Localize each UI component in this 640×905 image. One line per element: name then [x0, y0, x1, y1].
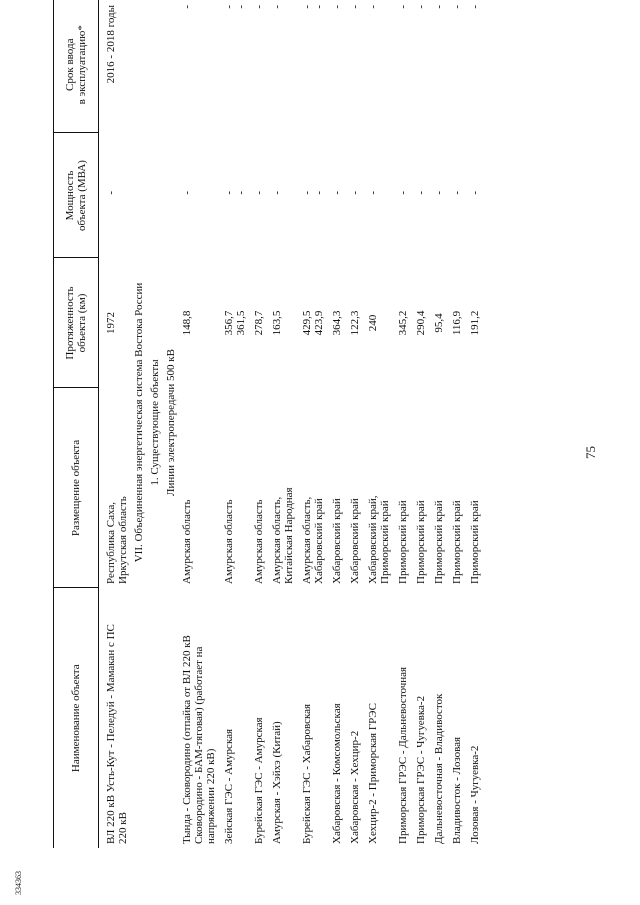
table-body: [99, 0, 484, 848]
cell-object-name: [465, 588, 483, 848]
cell-object-power: [249, 133, 267, 258]
cell-object-location: [429, 388, 447, 588]
cell-text-line: -: [253, 5, 265, 9]
cell-text-line: -: [451, 5, 463, 9]
cell-object-location: [99, 388, 132, 588]
cell-object-name: [429, 588, 447, 848]
cell-text-line: 423,9: [313, 310, 325, 336]
cell-text-line: -: [415, 5, 427, 9]
cell-commissioning-date: [429, 0, 447, 133]
cell-object-power: [429, 133, 447, 258]
cell-object-length: [327, 258, 345, 388]
cell-object-length: [465, 258, 483, 388]
cell-text-line: -: [313, 5, 325, 9]
subsection-title: 1. Существующие объекты: [149, 359, 161, 486]
cell-text-line: -: [235, 5, 247, 9]
cell-object-name: [411, 588, 429, 848]
header-commissioning-date: [54, 0, 99, 133]
cell-text-line: -: [223, 191, 235, 195]
cell-object-length: [393, 258, 411, 388]
cell-text-line: Хабаровский край: [313, 498, 325, 584]
cell-object-name: [219, 588, 249, 848]
cell-text-line: Республика Саха,: [105, 502, 117, 584]
table-row: [99, 0, 132, 848]
cell-commissioning-date: [327, 0, 345, 133]
cell-commissioning-date: [267, 0, 297, 133]
cell-text-line: Дальневосточная - Владивосток: [433, 693, 445, 844]
cell-text-line: -: [397, 5, 409, 9]
cell-object-length: [99, 258, 132, 388]
cell-text-line: -: [301, 191, 313, 195]
cell-object-name: [393, 588, 411, 848]
power-lines-table: [53, 0, 483, 848]
cell-object-location: [327, 388, 345, 588]
cell-text-line: 364,3: [331, 310, 343, 336]
cell-text-line: Хабаровский край: [349, 498, 361, 584]
cell-text-line: Приморская ГРЭС - Дальневосточная: [397, 666, 409, 844]
header-text-line: объекта (МВА): [76, 160, 88, 231]
cell-object-location: [363, 388, 393, 588]
cell-text-line: Хабаровская - Комсомольская: [331, 703, 343, 844]
cell-text-line: Приморский край: [415, 500, 427, 584]
cell-text-line: ВЛ 220 кВ Усть-Кут - Пеледуй - Мамакан с ПС: [105, 624, 117, 844]
cell-object-length: [179, 258, 219, 388]
table-row: [393, 0, 411, 848]
cell-text-line: -: [367, 191, 379, 195]
cell-object-name: [363, 588, 393, 848]
cell-commissioning-date: [447, 0, 465, 133]
cell-text-line: 148,8: [181, 310, 193, 336]
cell-object-name: [249, 588, 267, 848]
cell-text-line: 356,7: [223, 310, 235, 336]
cell-text-line: 95,4: [433, 313, 445, 333]
subsubsection-title: Линии электропередачи 500 кВ: [165, 349, 177, 496]
page-number: 75: [583, 446, 598, 459]
cell-object-length: [345, 258, 363, 388]
cell-text-line: -: [451, 191, 463, 195]
cell-object-length: [429, 258, 447, 388]
table-header-row: [54, 0, 99, 848]
subsubsection-title-row: [163, 0, 179, 848]
cell-text-line: 220 кВ: [117, 812, 129, 844]
cell-text-line: 122,3: [349, 310, 361, 336]
header-object-name: [54, 588, 99, 848]
cell-text-line: -: [271, 5, 283, 9]
cell-object-name: [345, 588, 363, 848]
cell-text-line: -: [469, 191, 481, 195]
header-object-location: [54, 388, 99, 588]
section-title: VII. Объединенная энергетическая система Востока России: [133, 282, 145, 563]
cell-object-length: [297, 258, 327, 388]
cell-text-line: 345,2: [397, 310, 409, 336]
section-title-row: [131, 0, 147, 848]
cell-object-power: [99, 133, 132, 258]
cell-object-location: [219, 388, 249, 588]
table-row: [411, 0, 429, 848]
cell-object-location: [345, 388, 363, 588]
cell-commissioning-date: [99, 0, 132, 133]
cell-text-line: Владивосток - Лозовая: [451, 736, 463, 844]
cell-object-power: [267, 133, 297, 258]
cell-text-line: Бурейская ГЭС - Хабаровская: [301, 703, 313, 844]
cell-text-line: -: [331, 191, 343, 195]
cell-object-location: [267, 388, 297, 588]
cell-text-line: 361,5: [235, 310, 247, 336]
cell-text-line: Амурская область: [223, 499, 235, 584]
cell-text-line: Приморский край: [469, 500, 481, 584]
cell-object-location: [179, 388, 219, 588]
cell-object-name: [447, 588, 465, 848]
cell-text-line: -: [313, 191, 325, 195]
cell-text-line: 163,5: [271, 310, 283, 336]
cell-object-name: [179, 588, 219, 848]
cell-object-power: [363, 133, 393, 258]
cell-text-line: -: [253, 191, 265, 195]
header-text-line: Наименование объекта: [70, 664, 82, 773]
cell-text-line: Сковородино - БАМ-тяговая) (работает на: [193, 646, 205, 844]
cell-object-length: [267, 258, 297, 388]
cell-object-location: [249, 388, 267, 588]
cell-commissioning-date: [465, 0, 483, 133]
cell-text-line: 240: [367, 314, 379, 332]
cell-commissioning-date: [179, 0, 219, 133]
cell-object-power: [179, 133, 219, 258]
cell-text-line: -: [433, 191, 445, 195]
header-text-line: в эксплуатацию*: [76, 25, 88, 105]
cell-text-line: 191,2: [469, 310, 481, 336]
cell-text-line: 429,5: [301, 310, 313, 336]
cell-text-line: Лозовая - Чугуевка-2: [469, 745, 481, 844]
cell-text-line: -: [181, 5, 193, 9]
cell-text-line: -: [397, 191, 409, 195]
cell-object-power: [465, 133, 483, 258]
table-row: [327, 0, 345, 848]
table-row: [267, 0, 297, 848]
cell-object-power: [297, 133, 327, 258]
cell-text-line: напряжении 220 кВ): [205, 748, 217, 844]
cell-commissioning-date: [249, 0, 267, 133]
table-row: [429, 0, 447, 848]
header-text-line: Размещение объекта: [70, 439, 82, 537]
cell-text-line: -: [301, 5, 313, 9]
cell-commissioning-date: [363, 0, 393, 133]
header-object-length: [54, 258, 99, 388]
cell-object-name: [327, 588, 345, 848]
header-text-line: объекта (км): [76, 293, 88, 353]
cell-text-line: Бурейская ГЭС - Амурская: [253, 717, 265, 844]
table-row: [465, 0, 483, 848]
cell-object-length: [363, 258, 393, 388]
cell-text-line: Приморский край: [379, 500, 391, 584]
header-text-line: Срок ввода: [64, 38, 76, 91]
header-text-line: Протяженность: [64, 286, 76, 360]
table-row: [219, 0, 249, 848]
cell-object-location: [447, 388, 465, 588]
cell-text-line: Амурская область: [253, 499, 265, 584]
cell-text-line: -: [105, 191, 117, 195]
header-object-power: [54, 133, 99, 258]
cell-text-line: -: [349, 191, 361, 195]
cell-text-line: -: [331, 5, 343, 9]
cell-text-line: 1972: [105, 312, 117, 334]
cell-object-name: [99, 588, 132, 848]
cell-text-line: -: [349, 5, 361, 9]
cell-object-length: [411, 258, 429, 388]
cell-object-location: [411, 388, 429, 588]
cell-text-line: Приморский край: [397, 500, 409, 584]
cell-commissioning-date: [411, 0, 429, 133]
table-row: [447, 0, 465, 848]
cell-text-line: Приморский край: [451, 500, 463, 584]
table-row: [297, 0, 327, 848]
cell-text-line: 278,7: [253, 310, 265, 336]
table-row: [345, 0, 363, 848]
cell-object-length: [219, 258, 249, 388]
cell-commissioning-date: [393, 0, 411, 133]
document-code: 334363: [14, 871, 23, 895]
cell-text-line: Иркутская область: [117, 496, 129, 584]
cell-text-line: Хабаровский край,: [367, 495, 379, 584]
cell-object-name: [267, 588, 297, 848]
cell-text-line: -: [223, 5, 235, 9]
cell-text-line: Хабаровская - Хехцир-2: [349, 730, 361, 844]
cell-text-line: 290,4: [415, 310, 427, 336]
cell-text-line: Амурская область,: [271, 496, 283, 584]
cell-text-line: -: [415, 191, 427, 195]
cell-object-power: [447, 133, 465, 258]
cell-text-line: 116,9: [451, 310, 463, 336]
cell-text-line: Приморская ГРЭС - Чугуевка-2: [415, 695, 427, 844]
cell-commissioning-date: [297, 0, 327, 133]
cell-object-location: [465, 388, 483, 588]
cell-object-location: [297, 388, 327, 588]
cell-commissioning-date: [219, 0, 249, 133]
cell-text-line: -: [235, 191, 247, 195]
cell-text-line: 2016 - 2018 годы: [105, 5, 117, 84]
cell-object-length: [447, 258, 465, 388]
cell-text-line: -: [181, 191, 193, 195]
cell-text-line: Амурская область,: [301, 496, 313, 584]
table-row: [249, 0, 267, 848]
cell-text-line: Амурская - Хэйхэ (Китай): [271, 721, 283, 844]
cell-text-line: -: [433, 5, 445, 9]
cell-object-location: [393, 388, 411, 588]
cell-text-line: Китайская Народная: [283, 487, 295, 584]
cell-object-length: [249, 258, 267, 388]
table-row: [179, 0, 219, 848]
cell-text-line: Хехцир-2 - Приморская ГРЭС: [367, 703, 379, 844]
cell-text-line: Приморский край: [433, 500, 445, 584]
cell-text-line: Амурская область: [181, 499, 193, 584]
cell-object-power: [345, 133, 363, 258]
cell-text-line: Зейская ГЭС - Амурская: [223, 728, 235, 844]
cell-object-name: [297, 588, 327, 848]
cell-commissioning-date: [345, 0, 363, 133]
subsection-title-row: [147, 0, 163, 848]
cell-text-line: -: [469, 5, 481, 9]
table-row: [363, 0, 393, 848]
cell-text-line: -: [367, 5, 379, 9]
cell-object-power: [411, 133, 429, 258]
cell-text-line: -: [271, 191, 283, 195]
cell-object-power: [219, 133, 249, 258]
cell-object-power: [393, 133, 411, 258]
cell-object-power: [327, 133, 345, 258]
header-text-line: Мощность: [64, 170, 76, 221]
cell-text-line: Тында - Сковородино (отпайка от ВЛ 220 кВ: [181, 635, 193, 844]
cell-text-line: Хабаровский край: [331, 498, 343, 584]
